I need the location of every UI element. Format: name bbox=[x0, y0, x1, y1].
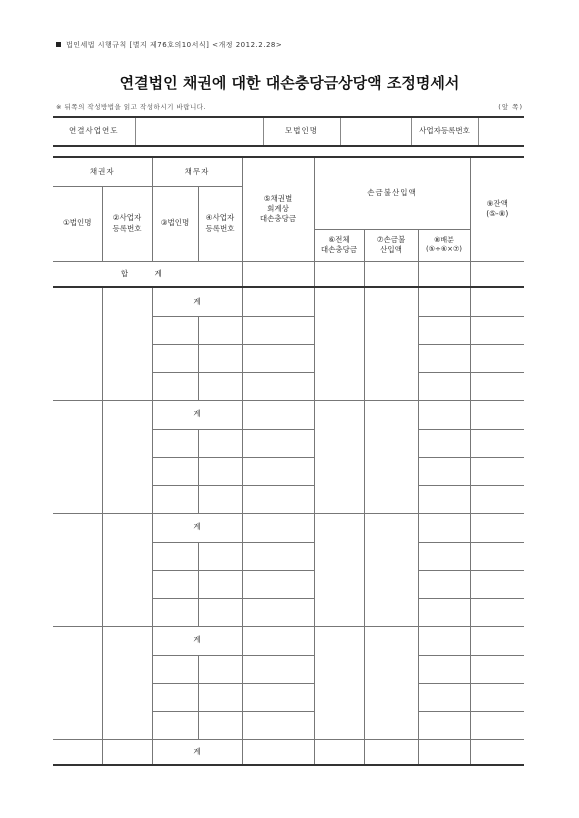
col9-cell[interactable] bbox=[470, 542, 524, 570]
col7-cell[interactable] bbox=[364, 513, 418, 626]
col5-cell[interactable] bbox=[242, 457, 314, 485]
col9-cell[interactable] bbox=[470, 655, 524, 683]
debtor-regno-cell[interactable] bbox=[198, 316, 242, 344]
debtor-name-cell[interactable] bbox=[152, 598, 198, 626]
col9-cell[interactable] bbox=[470, 626, 524, 655]
col8-cell[interactable] bbox=[418, 711, 470, 739]
col5-cell[interactable] bbox=[242, 542, 314, 570]
debtor-name-cell[interactable] bbox=[152, 683, 198, 711]
debtor-name-cell[interactable] bbox=[152, 485, 198, 513]
creditor-regno-cell[interactable] bbox=[102, 739, 152, 765]
col6-cell[interactable] bbox=[314, 287, 364, 400]
col8-cell[interactable] bbox=[418, 655, 470, 683]
group-subtotal-row bbox=[53, 513, 524, 542]
col4-header: ④사업자 등록번호 bbox=[198, 186, 242, 261]
debtor-name-cell[interactable] bbox=[152, 655, 198, 683]
total-col7-cell[interactable] bbox=[364, 261, 418, 287]
col5-cell[interactable] bbox=[242, 316, 314, 344]
document-title: 연결법인 채권에 대한 대손충당금상당액 조정명세서 bbox=[119, 74, 460, 92]
col9-cell[interactable] bbox=[470, 372, 524, 400]
debtor-regno-cell[interactable] bbox=[198, 570, 242, 598]
debtor-regno-cell[interactable] bbox=[198, 655, 242, 683]
total-col6-cell[interactable] bbox=[314, 261, 364, 287]
group-subtotal-row bbox=[53, 626, 524, 655]
debtor-regno-cell[interactable] bbox=[198, 372, 242, 400]
debtor-name-cell[interactable] bbox=[152, 372, 198, 400]
debtor-regno-cell[interactable] bbox=[198, 598, 242, 626]
total-col5-cell[interactable] bbox=[242, 261, 314, 287]
col9-cell[interactable] bbox=[470, 457, 524, 485]
col5-cell[interactable] bbox=[242, 626, 314, 655]
col8-cell[interactable] bbox=[418, 372, 470, 400]
subtotal-label: 계 bbox=[152, 400, 242, 429]
non-deductible-group-header: 손금불산입액 bbox=[314, 157, 470, 229]
creditor-name-cell[interactable] bbox=[53, 400, 102, 513]
debtor-name-cell[interactable] bbox=[152, 316, 198, 344]
total-col8-cell[interactable] bbox=[418, 261, 470, 287]
col5-cell[interactable] bbox=[242, 429, 314, 457]
col8-cell[interactable] bbox=[418, 683, 470, 711]
col9-cell[interactable] bbox=[470, 287, 524, 316]
col9-cell[interactable] bbox=[470, 316, 524, 344]
debtor-name-cell[interactable] bbox=[152, 711, 198, 739]
col9-cell[interactable] bbox=[470, 513, 524, 542]
col8-cell[interactable] bbox=[418, 626, 470, 655]
col5-cell[interactable] bbox=[242, 513, 314, 542]
col5-cell[interactable] bbox=[242, 711, 314, 739]
col1-header: ①법인명 bbox=[53, 186, 102, 261]
subtotal-label: 계 bbox=[152, 287, 242, 316]
col8-header: ⑧배분 (⑤÷⑥×⑦) bbox=[418, 229, 470, 261]
debtor-regno-cell[interactable] bbox=[198, 711, 242, 739]
instruction-note: ※ 뒤쪽의 작성방법을 읽고 작성하시기 바랍니다. bbox=[56, 103, 207, 111]
adjustment-table bbox=[53, 156, 524, 766]
col8-cell[interactable] bbox=[418, 316, 470, 344]
col8-cell[interactable] bbox=[418, 457, 470, 485]
col5-cell[interactable] bbox=[242, 683, 314, 711]
creditor-name-cell[interactable] bbox=[53, 739, 102, 765]
col9-cell[interactable] bbox=[470, 400, 524, 429]
col6-cell[interactable] bbox=[314, 400, 364, 513]
debtor-name-cell[interactable] bbox=[152, 429, 198, 457]
col8-cell[interactable] bbox=[418, 542, 470, 570]
col8-cell[interactable] bbox=[418, 570, 470, 598]
creditor-name-cell[interactable] bbox=[53, 513, 102, 626]
col9-cell[interactable] bbox=[470, 598, 524, 626]
col9-cell[interactable] bbox=[470, 344, 524, 372]
creditor-name-cell[interactable] bbox=[53, 626, 102, 739]
debtor-name-cell[interactable] bbox=[152, 457, 198, 485]
group-subtotal-row bbox=[53, 739, 524, 765]
debtor-regno-cell[interactable] bbox=[198, 344, 242, 372]
col9-cell[interactable] bbox=[470, 429, 524, 457]
debtor-regno-cell[interactable] bbox=[198, 683, 242, 711]
group-subtotal-row bbox=[53, 400, 524, 429]
col6-cell[interactable] bbox=[314, 513, 364, 626]
form-reference-text: 법인세법 시행규칙 [별지 제76호의10서식] <개정 2012.2.28> bbox=[66, 41, 283, 49]
col5-cell[interactable] bbox=[242, 485, 314, 513]
page-side-label: (앞 쪽) bbox=[498, 103, 523, 111]
square-bullet-icon bbox=[56, 42, 61, 47]
col9-cell[interactable] bbox=[470, 683, 524, 711]
col8-cell[interactable] bbox=[418, 344, 470, 372]
parent-company-field[interactable] bbox=[340, 117, 411, 146]
col7-cell[interactable] bbox=[364, 287, 418, 400]
creditor-header: 채권자 bbox=[53, 157, 152, 186]
debtor-regno-cell[interactable] bbox=[198, 542, 242, 570]
col6-cell[interactable] bbox=[314, 739, 364, 765]
col9-cell[interactable] bbox=[470, 485, 524, 513]
debtor-name-cell[interactable] bbox=[152, 570, 198, 598]
col9-header: ⑨잔액 (⑤-⑧) bbox=[470, 157, 524, 261]
col5-cell[interactable] bbox=[242, 400, 314, 429]
subtotal-label: 계 bbox=[152, 626, 242, 655]
col6-cell[interactable] bbox=[314, 626, 364, 739]
col7-cell[interactable] bbox=[364, 739, 418, 765]
col5-header: ⑤채권별 회계상 대손충당금 bbox=[242, 157, 314, 261]
col5-cell[interactable] bbox=[242, 598, 314, 626]
col9-cell[interactable] bbox=[470, 739, 524, 765]
debtor-regno-cell[interactable] bbox=[198, 457, 242, 485]
business-regno-field[interactable] bbox=[478, 117, 524, 146]
col7-cell[interactable] bbox=[364, 400, 418, 513]
debtor-regno-cell[interactable] bbox=[198, 429, 242, 457]
debtor-name-cell[interactable] bbox=[152, 542, 198, 570]
col8-cell[interactable] bbox=[418, 513, 470, 542]
grand-total-label: 합 계 bbox=[53, 261, 242, 287]
parent-company-label: 모법인명 bbox=[263, 117, 340, 146]
col8-cell[interactable] bbox=[418, 400, 470, 429]
creditor-regno-cell[interactable] bbox=[102, 400, 152, 513]
debtor-name-cell[interactable] bbox=[152, 344, 198, 372]
col8-cell[interactable] bbox=[418, 429, 470, 457]
col8-cell[interactable] bbox=[418, 739, 470, 765]
total-col9-cell[interactable] bbox=[470, 261, 524, 287]
col3-header: ③법인명 bbox=[152, 186, 198, 261]
consolidated-year-field[interactable] bbox=[135, 117, 263, 146]
creditor-regno-cell[interactable] bbox=[102, 626, 152, 739]
col5-cell[interactable] bbox=[242, 655, 314, 683]
col8-cell[interactable] bbox=[418, 287, 470, 316]
group-subtotal-row bbox=[53, 287, 524, 316]
basic-info-table bbox=[53, 116, 524, 147]
debtor-header: 채무자 bbox=[152, 157, 242, 186]
col5-cell[interactable] bbox=[242, 372, 314, 400]
col9-cell[interactable] bbox=[470, 570, 524, 598]
grand-total-row bbox=[53, 261, 524, 287]
col5-cell[interactable] bbox=[242, 739, 314, 765]
col5-cell[interactable] bbox=[242, 570, 314, 598]
col8-cell[interactable] bbox=[418, 485, 470, 513]
col6-header: ⑥전체 대손충당금 bbox=[314, 229, 364, 261]
consolidated-year-label: 연결사업연도 bbox=[53, 117, 135, 146]
debtor-regno-cell[interactable] bbox=[198, 485, 242, 513]
col8-cell[interactable] bbox=[418, 598, 470, 626]
col2-header: ②사업자 등록번호 bbox=[102, 186, 152, 261]
subtotal-label: 계 bbox=[152, 739, 242, 765]
creditor-regno-cell[interactable] bbox=[102, 513, 152, 626]
creditor-name-cell[interactable] bbox=[53, 287, 102, 400]
creditor-regno-cell[interactable] bbox=[102, 287, 152, 400]
col7-header: ⑦손금불 산입액 bbox=[364, 229, 418, 261]
business-regno-label: 사업자등록번호 bbox=[411, 117, 478, 146]
col9-cell[interactable] bbox=[470, 711, 524, 739]
col5-cell[interactable] bbox=[242, 344, 314, 372]
col7-cell[interactable] bbox=[364, 626, 418, 739]
col5-cell[interactable] bbox=[242, 287, 314, 316]
form-reference bbox=[56, 40, 282, 50]
subtotal-label: 계 bbox=[152, 513, 242, 542]
